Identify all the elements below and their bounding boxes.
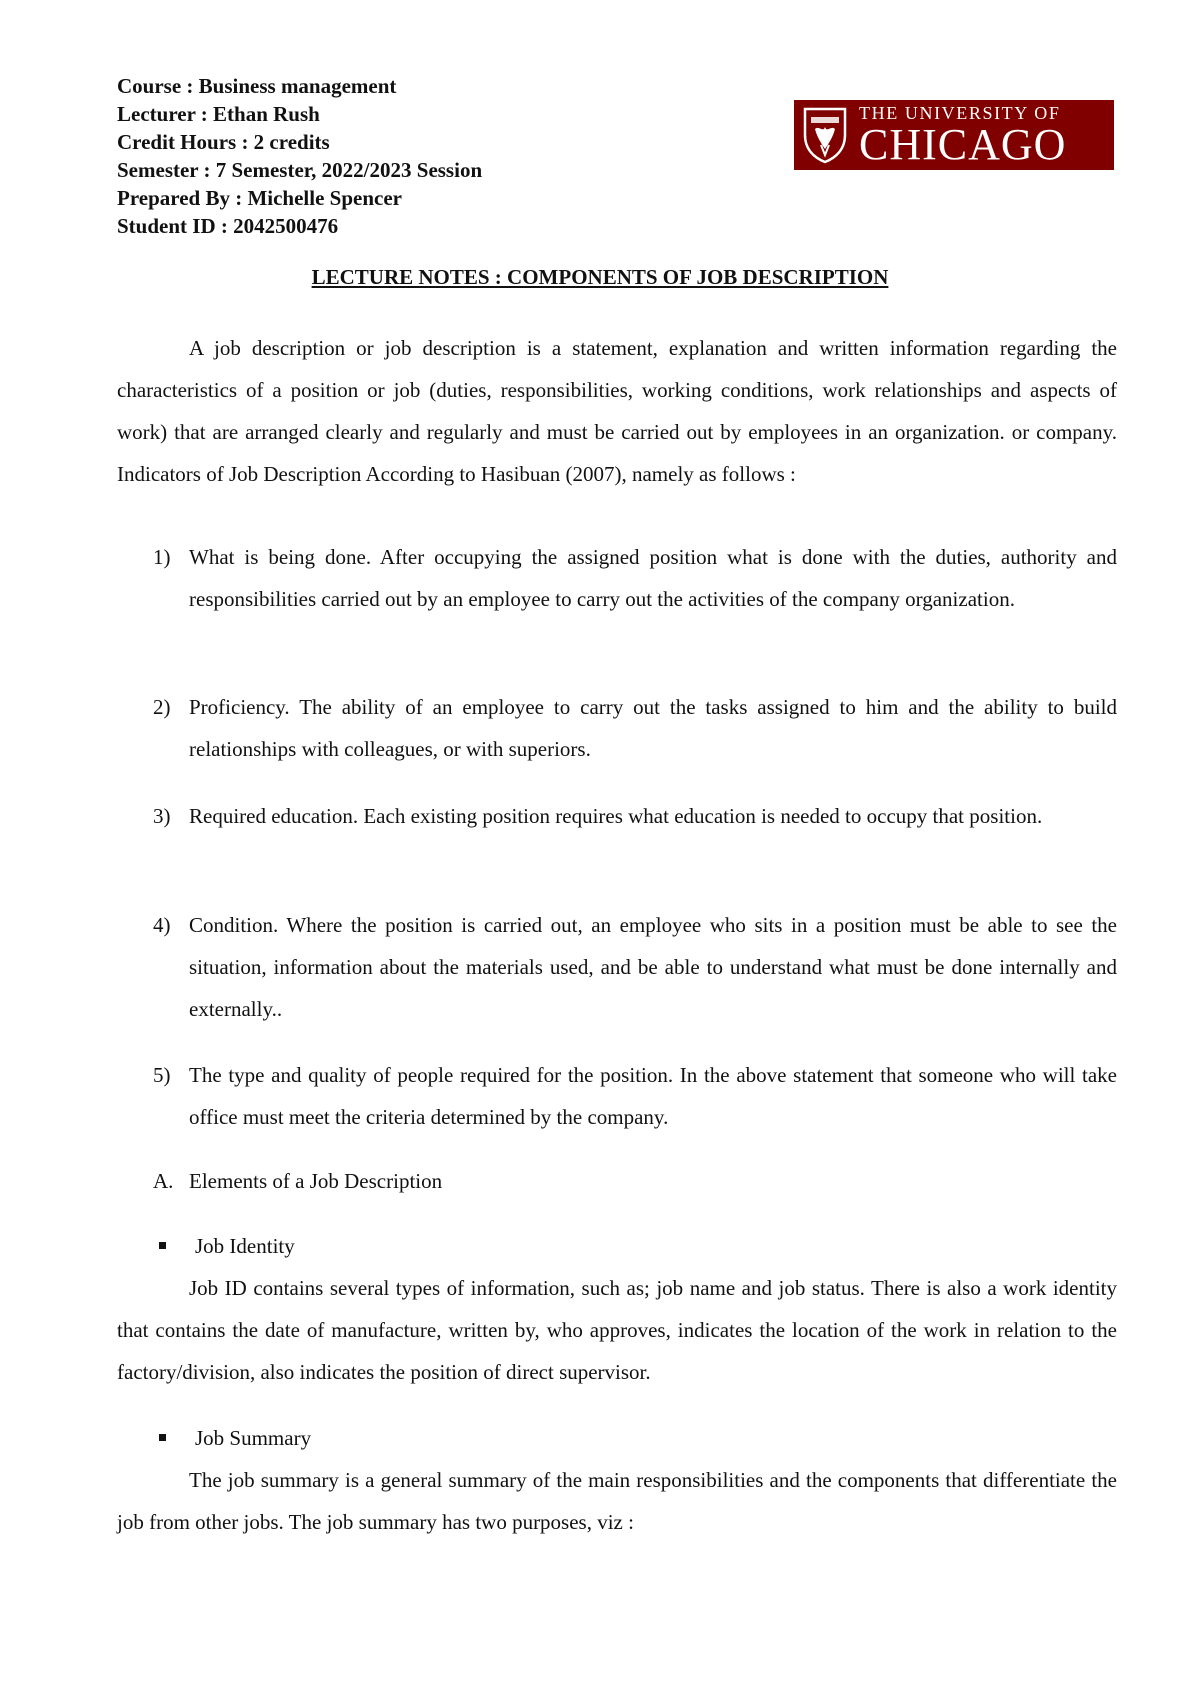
list-text: What is being done. After occupying the assigned position what is done with the duties, authority and responsibilities carried out by an employee to carry out the activities of the company organization. [189,545,1117,611]
list-number: 5) [153,1063,171,1087]
list-text: Proficiency. The ability of an employee to carry out the tasks assigned to him and the ability to build relationships with colleagues, or with superiors. [189,695,1117,761]
list-item [117,1054,1117,1138]
credit-hours-line: Credit Hours : 2 credits [117,130,330,154]
list-text: Required education. Each existing position requires what education is needed to occupy that position. [189,804,1043,828]
list-number: 2) [153,695,171,719]
phoenix-shield-icon [801,105,849,165]
course-line: Course : Business management [117,74,397,98]
list-item [117,904,1117,1030]
bullet-square-icon [159,1434,166,1441]
section-heading-a [117,1160,442,1202]
section-letter: A. [153,1169,174,1193]
lecturer-line: Lecturer : Ethan Rush [117,102,320,126]
bullet-label: Job Identity [195,1234,295,1258]
list-item [117,795,1117,837]
logo-line-2: CHICAGO [859,120,1067,169]
bullet-square-icon [159,1242,166,1249]
semester-line: Semester : 7 Semester, 2022/2023 Session [117,158,483,182]
page-title: LECTURE NOTES : COMPONENTS OF JOB DESCRIPTION [311,265,889,289]
logo-line-1: THE UNIVERSITY OF [859,103,1061,123]
job-summary-heading [117,1417,311,1459]
list-item [117,686,1117,770]
list-text: Condition. Where the position is carried out, an employee who sits in a position must be able to see the situation, information about the materials used, and be able to understand what must be done internally and externally.. [189,913,1117,1021]
job-summary-paragraph: The job summary is a general summary of the main responsibilities and the components that differentiate the job from other jobs. The job summary has two purposes, viz : [117,1468,1117,1534]
university-logo [794,100,1114,170]
intro-paragraph: A job description or job description is a statement, explanation and written information regarding the characteristics of a position or job (duties, responsibilities, working conditions, work relationships and aspects of work) that are arranged clearly and regularly and must be carried out by employees in an organization. or company. Indicators of Job Description According to Hasibuan (2007), namely as follows : [117,336,1117,486]
section-title: Elements of a Job Description [189,1169,443,1193]
course-header [117,72,482,240]
list-number: 3) [153,804,171,828]
student-id-line: Student ID : 2042500476 [117,214,339,238]
job-identity-heading [117,1225,295,1267]
bullet-label: Job Summary [195,1426,312,1450]
list-text: The type and quality of people required for the position. In the above statement that someone who will take office must meet the criteria determined by the company. [189,1063,1117,1129]
list-number: 4) [153,913,171,937]
list-item [117,536,1117,620]
list-number: 1) [153,545,171,569]
job-identity-paragraph: Job ID contains several types of information, such as; job name and job status. There is also a work identity that contains the date of manufacture, written by, who approves, indicates the location of the work in relation to the factory/division, also indicates the position of direct supervisor. [117,1276,1117,1384]
prepared-by-line: Prepared By : Michelle Spencer [117,186,402,210]
